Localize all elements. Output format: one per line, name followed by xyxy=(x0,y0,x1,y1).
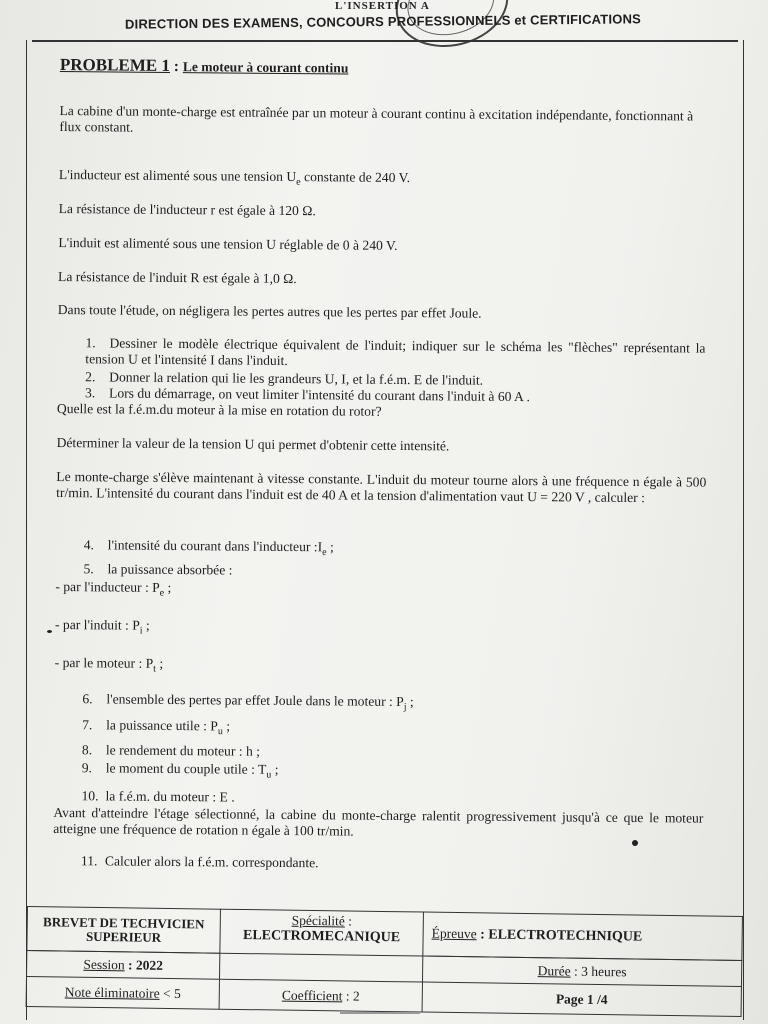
question-text: la puissance absorbée : xyxy=(107,561,233,578)
question-text-end: ; xyxy=(326,539,334,555)
session-label: Session xyxy=(83,956,125,972)
question-number: 4. xyxy=(83,537,94,553)
line-text-end: ; xyxy=(142,617,150,633)
question-text: Calculer alors la f.é.m. correspondante. xyxy=(104,853,319,871)
ascent-paragraph: Le monte-charge s'élève maintenant à vitesse constante. L'induit du moteur tourne alors à une fréquence n égale à 500 tr/min. L'intensité du courant dans l'induit est de 40 A et la tension d'alimentation vaut U = 220 V , calculer : xyxy=(56,468,707,506)
line-text: - par le moteur : P xyxy=(54,654,154,671)
question-text: Dessiner le modèle électrique équivalent de l'induit; indiquer sur le schéma les "flèches" représentant la tension U et l'intensité I dans l'induit. xyxy=(85,335,706,368)
ink-mark xyxy=(47,630,52,633)
exam-info-table xyxy=(26,906,743,1017)
note-value: < 5 xyxy=(159,985,181,1001)
question-number: 11. xyxy=(80,853,98,869)
induit-tension: L'induit est alimenté sous une tension U réglable de 0 à 240 V. xyxy=(58,234,398,253)
specialty-cell xyxy=(220,909,424,956)
line-text: - par l'inducteur : P xyxy=(55,578,160,595)
subscript: i xyxy=(139,625,143,637)
problem-title xyxy=(60,57,349,77)
subscript: u xyxy=(266,769,272,781)
session-cell xyxy=(27,951,220,980)
question-number: 1. xyxy=(85,335,96,351)
inducteur-text-end: constante de 240 V. xyxy=(300,169,411,186)
subscript: e xyxy=(159,587,165,599)
slowdown-paragraph: Avant d'atteindre l'étage sélectionné, la cabine du monte-charge ralentit progressivement jusqu'à ce que le moteur atteigne une fréquence de rotation n égale à 100 tr/min. xyxy=(53,804,704,839)
exam-name-cell: BREVET DE TECHVICIEN SUPERIEUR xyxy=(27,907,221,954)
question-text-end: ; xyxy=(271,761,279,777)
ink-dot xyxy=(632,840,638,846)
subscript: e xyxy=(296,176,301,188)
question-text-end: ; xyxy=(222,718,231,734)
subscript: e xyxy=(322,547,327,559)
question-text: le rendement du moteur : h ; xyxy=(105,742,261,759)
question-text-end: ; xyxy=(406,694,414,710)
question-number: 6. xyxy=(82,691,93,707)
duration-value: : 3 heures xyxy=(570,963,627,979)
specialty-sep: : xyxy=(344,913,353,929)
note-cell xyxy=(26,977,219,1010)
question-text: la f.é.m. du moteur : E . xyxy=(105,788,235,805)
line-text-end: ; xyxy=(155,655,164,671)
coefficient-value: : 2 xyxy=(342,987,360,1004)
question-number: 5. xyxy=(83,561,94,577)
question-number: 7. xyxy=(82,717,93,733)
line-text: - par l'induit : P xyxy=(54,616,140,633)
question-1 xyxy=(85,335,705,372)
intro-paragraph: La cabine d'un monte-charge est entraînée par un moteur à courant continu à excitation indépendante, fonctionnant à flux constant. xyxy=(59,102,694,135)
inducteur-resistance: La résistance de l'inducteur r est égale à 120 Ω. xyxy=(58,200,316,219)
problem-number: PROBLEME 1 xyxy=(59,55,171,75)
question-text: l'intensité du courant dans l'inducteur :I xyxy=(107,537,323,555)
subscript: j xyxy=(403,701,407,713)
duration-label: Durée xyxy=(537,962,571,979)
question-number: 9. xyxy=(81,760,93,776)
question-number: 3. xyxy=(84,385,96,401)
subscript: t xyxy=(153,663,157,675)
subscript: u xyxy=(217,726,223,738)
determine-paragraph: Déterminer la valeur de la tension U qui permet d'obtenir cette intensité. xyxy=(56,434,450,454)
question-text: le moment du couple utile : T xyxy=(105,760,267,777)
epreuve-cell xyxy=(423,912,743,960)
question-number: 8. xyxy=(81,742,93,758)
bottom-edge-mark xyxy=(340,1012,420,1014)
epreuve-value: : ELECTROTECHNIQUE xyxy=(476,927,643,945)
question-text: l'ensemble des pertes par effet Joule dans le moteur : P xyxy=(106,691,404,710)
direction-header: DIRECTION DES EXAMENS, CONCOURS PROFESSIONNELS et CERTIFICATIONS xyxy=(124,11,642,32)
coefficient-label: Coefficient xyxy=(281,987,343,1003)
coefficient-cell xyxy=(219,979,422,1012)
line-text-end: ; xyxy=(164,579,172,595)
specialty-label: Spécialité xyxy=(291,912,345,929)
session-value: : 2022 xyxy=(124,956,164,973)
induit-resistance: La résistance de l'induit R est égale à 1,0 Ω. xyxy=(58,268,297,287)
question-text: Donner la relation qui lie les grandeurs U, I, et la f.é.m. E de l'induit. xyxy=(109,369,484,388)
note-label: Note éliminatoire xyxy=(64,984,160,1001)
epreuve-label: Épreuve xyxy=(431,925,477,942)
hypothesis-paragraph: Dans toute l'étude, on négligera les pertes autres que les pertes par effet Joule. xyxy=(57,301,482,321)
title-separator: : xyxy=(169,57,183,76)
page-number-cell: Page 1 /4 xyxy=(422,982,741,1016)
problem-subject: Le moteur à courant continu xyxy=(182,59,349,76)
question-number: 10. xyxy=(81,788,99,804)
question-text: la puissance utile : P xyxy=(106,717,218,734)
inducteur-text: L'inducteur est alimenté sous une tension U xyxy=(58,166,297,185)
cut-header-text: L'INSERTION A xyxy=(335,0,430,12)
question-text: Lors du démarrage, on veut limiter l'intensité du courant dans l'induit à 60 A . xyxy=(108,385,531,405)
question-number: 2. xyxy=(85,369,96,385)
specialty-value: ELECTROMECANIQUE xyxy=(242,928,401,946)
question-3-followup: Quelle est la f.é.m.du moteur à la mise en rotation du rotor? xyxy=(56,400,382,419)
